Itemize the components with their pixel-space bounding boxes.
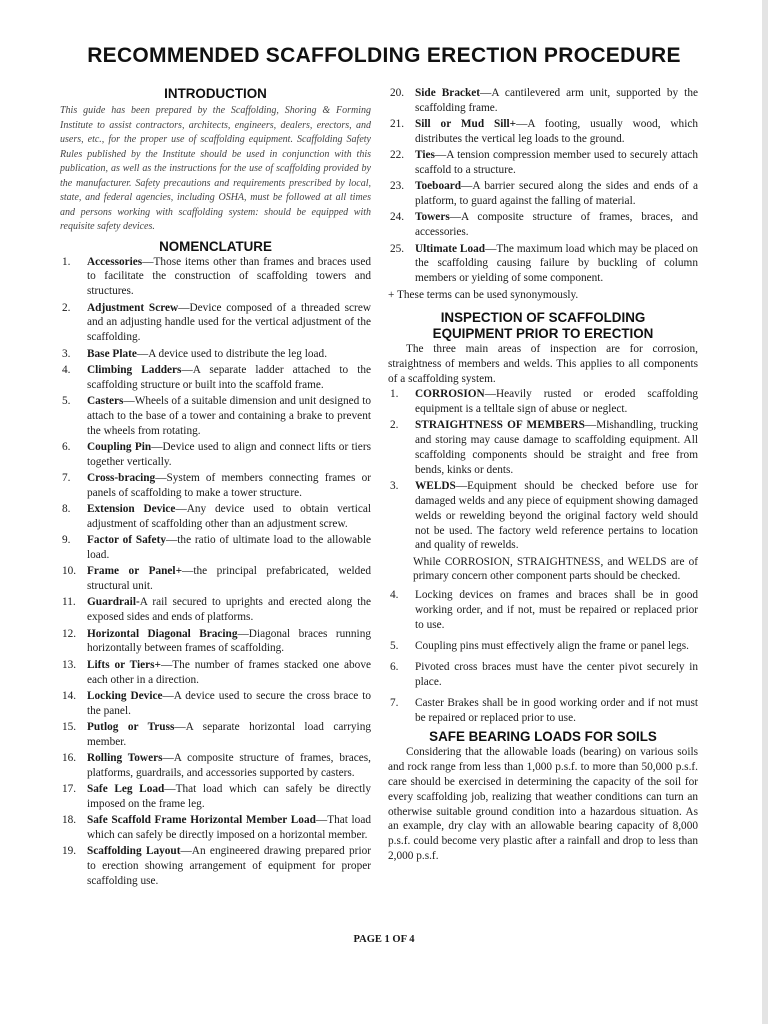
inspection-intro: The three main areas of inspection are for corrosion, straightness of members and welds. This applies to all components of a scaffolding system.: [388, 343, 698, 385]
introduction-heading: INTRODUCTION: [164, 86, 267, 101]
list-item: 24. Towers—A composite structure of frames, braces, and accessories.: [390, 211, 698, 239]
list-item: 13. Lifts or Tiers+—The number of frames stacked one above each other in a direction.: [62, 658, 371, 686]
list-item: 14. Locking Device—A device used to secure the cross brace to the panel.: [62, 689, 371, 717]
list-item: 9. Factor of Safety—the ratio of ultimate load to the allowable load.: [62, 534, 371, 562]
list-item: 6. Pivoted cross braces must have the center pivot securely in place.: [390, 660, 698, 688]
soils-heading: SAFE BEARING LOADS FOR SOILS: [429, 729, 657, 745]
list-item: 23. Toeboard—A barrier secured along the sides and ends of a platform, to guard against the falling of material.: [390, 180, 698, 208]
inspection-heading-line1: INSPECTION OF SCAFFOLDING: [440, 310, 646, 326]
nomenclature-heading: NOMENCLATURE: [159, 238, 272, 254]
list-item: 7. Cross-bracing—System of members connecting frames or panels of scaffolding to make a tower structure.: [62, 471, 371, 499]
list-item: 2. STRAIGHTNESS OF MEMBERS—Mishandling, trucking and storing may cause damage to scaffolding equipment. All scaffolding components should be straight and free from bends, kinks or dents.: [390, 418, 698, 476]
list-item: 5. Casters—Wheels of a suitable dimension and unit designed to attach to the base of a tower and containing a brake to prevent the wheels from rotating.: [62, 394, 371, 437]
list-item: 7. Caster Brakes shall be in good working order and if not must be repaired or replaced prior to use.: [390, 696, 698, 724]
list-item: 18. Safe Scaffold Frame Horizontal Member Load—That load which can safely be directly imposed on a horizontal member.: [62, 814, 371, 842]
page-title: RECOMMENDED SCAFFOLDING ERECTION PROCEDURE: [87, 44, 681, 67]
list-item: 25. Ultimate Load—The maximum load which may be placed on the scaffolding causing failure by buckling of column members or yielding of some component.: [390, 242, 698, 285]
list-item: 1. CORROSION—Heavily rusted or eroded scaffolding equipment is a telltale sign of abuse or neglect.: [390, 387, 698, 415]
list-item: 16. Rolling Towers—A composite structure of frames, braces, platforms, guardrails, and accessories supported by casters.: [62, 751, 371, 779]
list-item: 22. Ties—A tension compression member used to securely attach scaffold to a structure.: [390, 149, 698, 177]
list-item: 10. Frame or Panel+—the principal prefabricated, welded structural unit.: [62, 565, 371, 593]
list-item: 1. Accessories—Those items other than frames and braces used to facilitate the construction of scaffolding towers and structures.: [62, 255, 371, 298]
soils-text: Considering that the allowable loads (bearing) on various soils and rock range from less than 1,000 p.s.f. to more than 50,000 p.s.f. care should be exercised in determining the capacity of the soil for every scaffolding job, realizing that weather conditions can turn an otherwise suitable ground condition into a hazardous situation. As an example, dry clay with an allowable bearing capacity of 8,000 p.s.f. could become very plastic after a rainfall and drop to less than 2,000 p.s.f.: [388, 746, 698, 863]
nomenclature-list-continued: [388, 86, 698, 286]
inspection-heading-line2: EQUIPMENT PRIOR TO ERECTION: [432, 326, 654, 342]
synonym-footnote: + These terms can be used synonymously.: [388, 288, 579, 301]
list-item: 6. Coupling Pin—Device used to align and connect lifts or tiers together vertically.: [62, 440, 371, 468]
list-item: 8. Extension Device—Any device used to obtain vertical adjustment of scaffolding other than an adjustment screw.: [62, 503, 372, 530]
list-item: 19. Scaffolding Layout—An engineered drawing prepared prior to erection showing arrangement of equipment for proper scaffolding use.: [62, 845, 371, 888]
list-item: 3. Base Plate—A device used to distribute the leg load.: [62, 347, 328, 360]
list-item: 4. Locking devices on frames and braces shall be in good working order, and if not, must be repaired or replaced prior to use.: [390, 589, 698, 632]
page-edge: [762, 0, 768, 1024]
list-item: 12. Horizontal Diagonal Bracing—Diagonal braces running horizontally between frames of scaffolding.: [62, 627, 371, 655]
list-item: 20. Side Bracket—A cantilevered arm unit, supported by the scaffolding frame.: [390, 87, 698, 114]
page-number: PAGE 1 OF 4: [353, 934, 415, 945]
list-item: 11. Guardrail-A rail secured to uprights and erected along the exposed sides and ends of platforms.: [62, 596, 371, 624]
nomenclature-list: [60, 255, 371, 890]
list-item: 2. Adjustment Screw—Device composed of a threaded screw and an adjusting handle used for the vertical adjustment of the scaffolding.: [62, 301, 371, 344]
list-item: 4. Climbing Ladders—A separate ladder attached to the scaffolding structure or built into the scaffold frame.: [62, 363, 371, 391]
inspection-list-continued: [388, 588, 698, 725]
introduction-text: This guide has been prepared by the Scaffolding, Shoring & Forming Institute to assist contractors, architects, engineers, dealers, erectors, and users, etc., for the proper use of scaffolding equipment. Scaffolding Safety Rules published by the Institute should be used in conjunction with this publication, as well as the instructions for the use of scaffolding provided by the manufacturer. Safety precautions and requirements prescribed by local, state, and federal agencies, including OSHA, must be followed at all times and persons working with scaffolding system: should be equipped with requisite safety devices.: [60, 105, 371, 232]
list-item: 17. Safe Leg Load—That load which can safely be directly imposed on the frame leg.: [62, 783, 371, 810]
list-item: 3. WELDS—Equipment should be checked before use for damaged welds and any piece of equipment showing damaged welds or rewelding beyond the original factory weld should not be used. The factory weld reference pertains to location and quality of rewelds.: [390, 479, 698, 552]
right-column: [388, 86, 698, 864]
inspection-list: [388, 387, 698, 554]
list-item: 15. Putlog or Truss—A separate horizontal load carrying member.: [62, 720, 371, 748]
list-item: 5. Coupling pins must effectively align the frame or panel legs.: [390, 639, 689, 652]
list-item: 21. Sill or Mud Sill+—A footing, usually wood, which distributes the vertical leg loads to the ground.: [390, 118, 698, 146]
inspection-note: While CORROSION, STRAIGHTNESS, and WELDS are of primary concern other component parts should be checked.: [413, 555, 698, 583]
left-column: [60, 86, 371, 890]
